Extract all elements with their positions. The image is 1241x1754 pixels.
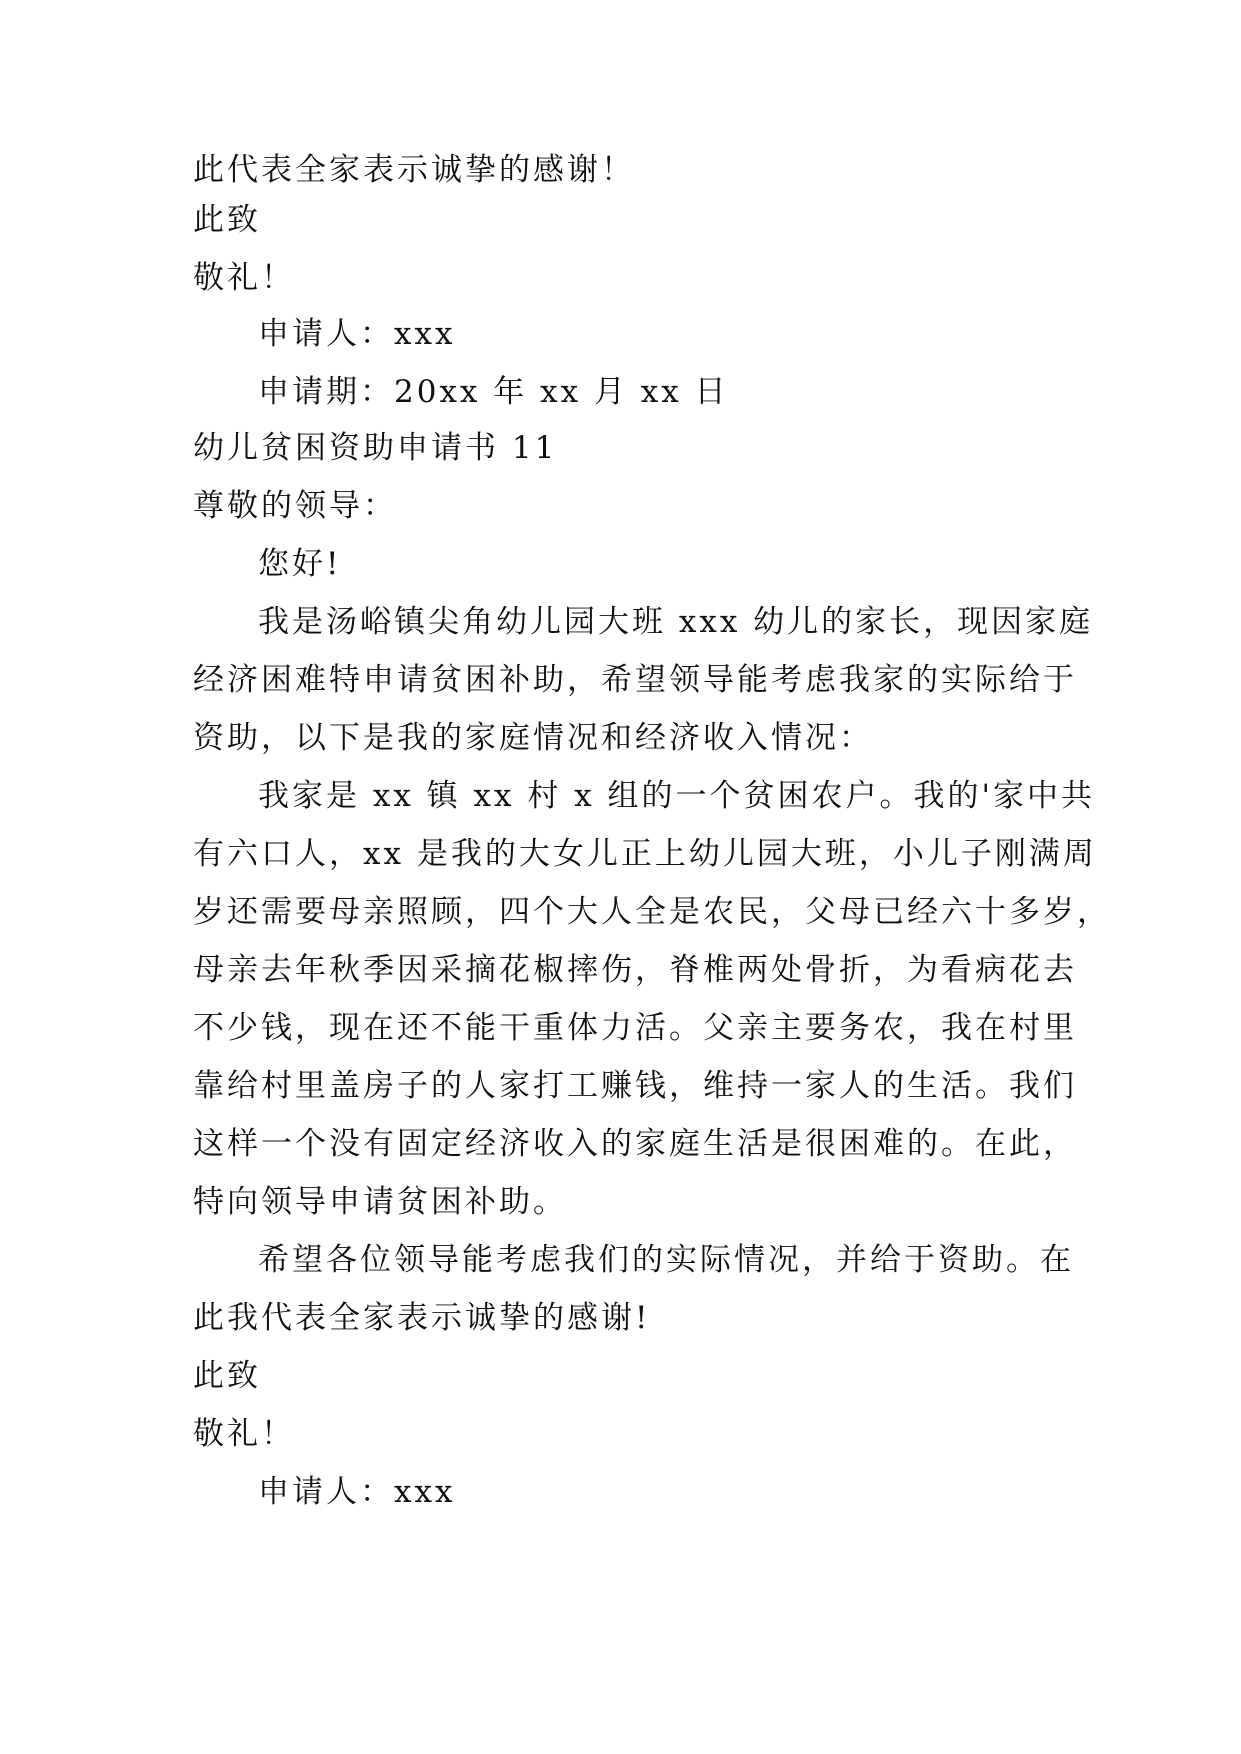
text-line: 岁还需要母亲照顾，四个大人全是农民，父母已经六十多岁， — [193, 894, 1111, 930]
text-line: 希望各位领导能考虑我们的实际情况，并给于资助。在 — [258, 1242, 1074, 1278]
text-line: 此致 — [193, 202, 261, 238]
text-line: 幼儿贫困资助申请书 11 — [193, 430, 558, 466]
text-line: 此致 — [193, 1358, 261, 1394]
text-line: 敬礼！ — [193, 1416, 295, 1452]
text-line: 我家是 xx 镇 xx 村 x 组的一个贫困农户。我的'家中共 — [258, 778, 1096, 814]
text-line: 此我代表全家表示诚挚的感谢! — [193, 1300, 651, 1336]
text-line: 母亲去年秋季因采摘花椒摔伤，脊椎两处骨折，为看病花去 — [193, 952, 1077, 988]
text-line: 申请人：xxx — [258, 1474, 456, 1510]
text-line: 靠给村里盖房子的人家打工赚钱，维持一家人的生活。我们 — [193, 1068, 1077, 1104]
text-line: 申请期：20xx 年 xx 月 xx 日 — [258, 374, 729, 410]
text-line: 此代表全家表示诚挚的感谢！ — [193, 152, 635, 188]
text-line: 尊敬的领导： — [193, 488, 397, 524]
text-line: 不少钱，现在还不能干重体力活。父亲主要务农，我在村里 — [193, 1010, 1077, 1046]
text-line: 有六口人，xx 是我的大女儿正上幼儿园大班，小儿子刚满周 — [193, 836, 1097, 872]
text-line: 特向领导申请贫困补助。 — [193, 1184, 567, 1220]
text-line: 您好! — [258, 546, 342, 582]
text-line: 资助，以下是我的家庭情况和经济收入情况： — [193, 720, 873, 756]
text-line: 敬礼！ — [193, 260, 295, 296]
text-line: 我是汤峪镇尖角幼儿园大班 xxx 幼儿的家长，现因家庭 — [258, 604, 1094, 640]
text-line: 经济困难特申请贫困补助，希望领导能考虑我家的实际给于 — [193, 662, 1077, 698]
text-line: 这样一个没有固定经济收入的家庭生活是很困难的。在此， — [193, 1126, 1077, 1162]
text-line: 申请人：xxx — [258, 316, 456, 352]
